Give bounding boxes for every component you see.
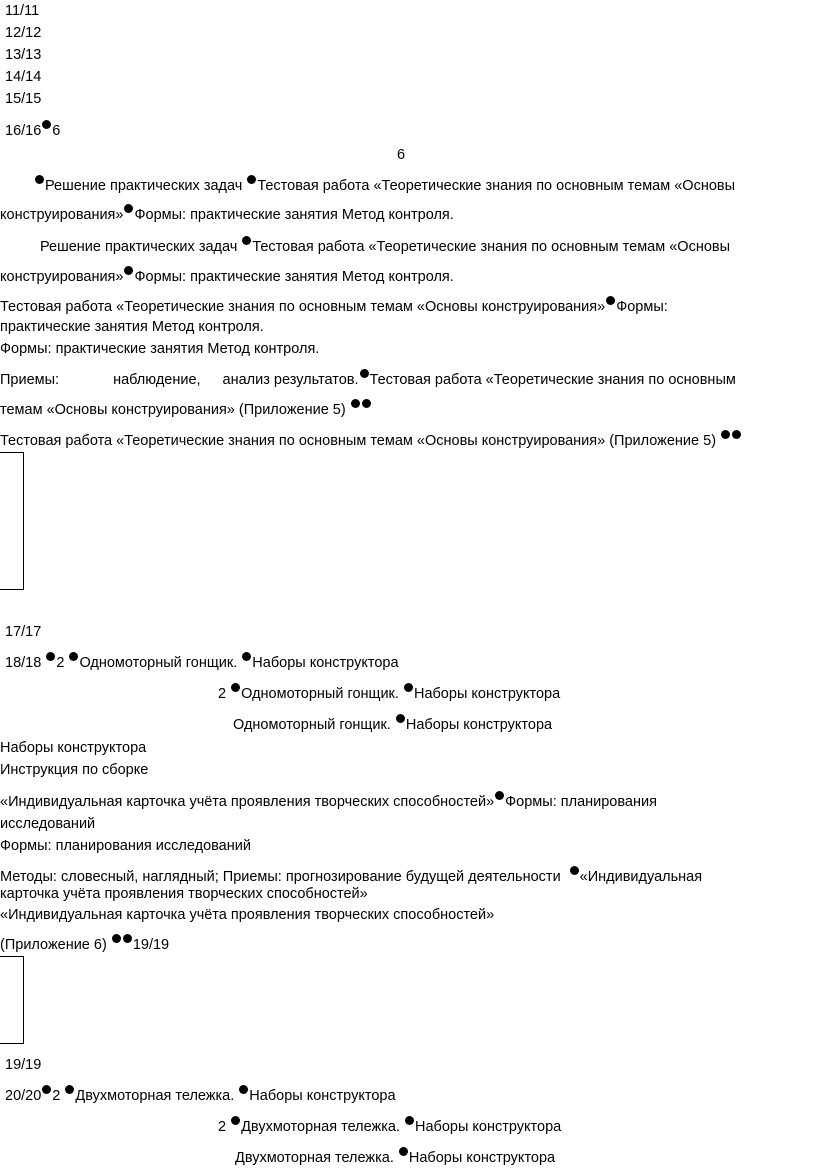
topic-text: Двухмоторная тележка.	[235, 1150, 394, 1166]
topic-line	[0, 399, 372, 419]
topic-line: Формы: планирования исследований	[0, 838, 251, 854]
technique-observation: наблюдение,	[113, 372, 201, 388]
bullet-icon	[242, 652, 251, 661]
topic-text: Одномоторный гонщик.	[79, 655, 238, 671]
bullet-icon	[570, 866, 579, 875]
table-cell-border	[0, 956, 24, 1044]
assessment-text: темам «Основы конструирования» (Приложение 5)	[0, 402, 346, 418]
bullet-icon	[35, 175, 44, 184]
row-number: 15/15	[5, 91, 42, 107]
row-number: 18/18	[5, 655, 42, 671]
row-number: 11/11	[5, 3, 40, 19]
topic-line	[218, 1116, 561, 1136]
assessment-text: Тестовая работа «Теоретические знания по основным темам «Основы	[252, 239, 731, 255]
topic-line: исследований	[0, 816, 96, 832]
activity-text: Решение практических задач	[45, 178, 243, 194]
forms-text: Формы: планирования	[505, 794, 657, 810]
topic-text: Одномоторный гонщик.	[241, 686, 399, 702]
activity-text: Решение практических задач	[40, 239, 238, 255]
bullet-icon	[404, 683, 413, 692]
topic-text: Двухмоторная тележка.	[75, 1088, 235, 1104]
hours-count: 2	[218, 686, 227, 702]
bullet-icon	[231, 683, 240, 692]
assessment-text: Тестовая работа «Теоретические знания по основным темам «Основы конструирования»	[0, 299, 606, 315]
row-number: 12/12	[5, 25, 42, 41]
row-16	[5, 120, 60, 140]
bullet-icon	[405, 1116, 414, 1125]
topic-line: «Индивидуальная карточка учёта проявления творческих способностей»	[0, 907, 495, 923]
assessment-text: «Индивидуальная	[579, 869, 703, 885]
bullet-icon	[46, 652, 55, 661]
equipment-text: Наборы конструктора	[408, 1150, 556, 1166]
row-number: 13/13	[5, 47, 42, 63]
row-number: 20/20	[5, 1088, 42, 1104]
forms-text: Формы:	[616, 299, 668, 315]
bullet-icon	[239, 1085, 248, 1094]
equipment-line: Наборы конструктора	[0, 740, 147, 756]
bullet-icon	[69, 652, 78, 661]
forms-text: Формы: практические занятия Метод контроля.	[134, 269, 454, 285]
bullet-icon	[65, 1085, 74, 1094]
hours-count: 2	[56, 655, 65, 671]
hours-count: 6	[52, 123, 61, 139]
bullet-icon	[360, 369, 369, 378]
topic-line: практические занятия Метод контроля.	[0, 319, 264, 335]
bullet-icon	[242, 236, 251, 245]
equipment-text: Наборы конструктора	[405, 717, 553, 733]
techniques-label: Приемы:	[0, 372, 60, 388]
bullet-icon	[362, 399, 371, 408]
bullet-icon	[112, 934, 121, 943]
topic-line	[0, 791, 657, 811]
table-cell-border	[0, 452, 24, 590]
topic-line: карточка учёта проявления творческих способностей»	[0, 886, 368, 902]
assessment-text: конструирования»	[0, 269, 124, 285]
topic-text: Одномоторный гонщик.	[233, 717, 391, 733]
row-number: 19/19	[5, 1057, 42, 1073]
bullet-icon	[124, 204, 133, 213]
topic-line	[0, 369, 736, 389]
row-18	[5, 652, 399, 672]
equipment-text: Наборы конструктора	[413, 686, 561, 702]
topic-line	[0, 934, 169, 954]
assessment-text: Тестовая работа «Теоретические знания по основным темам «Основы	[257, 178, 736, 194]
hours-value: 6	[397, 147, 406, 163]
equipment-text: Наборы конструктора	[249, 1088, 396, 1104]
topic-line	[0, 296, 668, 316]
assessment-text: «Индивидуальная карточка учёта проявления творческих способностей»	[0, 794, 495, 810]
topic-line	[40, 236, 730, 256]
assessment-text: конструирования»	[0, 207, 124, 223]
topic-line	[0, 204, 454, 224]
bullet-icon	[732, 430, 741, 439]
row-20	[5, 1085, 396, 1105]
assessment-text: Тестовая работа «Теоретические знания по основным темам «Основы конструирования» (Приложение 5)	[0, 433, 717, 449]
topic-line	[235, 1147, 555, 1167]
appendix-text: (Приложение 6)	[0, 937, 107, 953]
topic-line	[0, 866, 702, 886]
topic-line: Формы: практические занятия Метод контроля.	[0, 341, 320, 357]
bullet-icon	[123, 934, 132, 943]
forms-text: Формы: практические занятия Метод контроля.	[134, 207, 454, 223]
bullet-icon	[124, 266, 133, 275]
equipment-text: Наборы конструктора	[252, 655, 399, 671]
bullet-icon	[42, 120, 51, 129]
methods-text: Методы: словесный, наглядный; Приемы: прогнозирование будущей деятельности	[0, 869, 561, 885]
assessment-text: Тестовая работа «Теоретические знания по основным	[369, 372, 736, 388]
bullet-icon	[42, 1085, 51, 1094]
bullet-icon	[606, 296, 615, 305]
bullet-icon	[495, 791, 504, 800]
topic-line	[0, 266, 454, 286]
row-number: 16/16	[5, 123, 42, 139]
equipment-line: Инструкция по сборке	[0, 762, 149, 778]
hours-count: 2	[218, 1119, 227, 1135]
row-number: 19/19	[132, 937, 170, 953]
bullet-icon	[247, 175, 256, 184]
row-number: 14/14	[5, 69, 42, 85]
bullet-icon	[231, 1116, 240, 1125]
hours-count: 2	[52, 1088, 61, 1104]
equipment-text: Наборы конструктора	[415, 1119, 562, 1135]
topic-line	[0, 430, 742, 450]
bullet-icon	[396, 714, 405, 723]
topic-line	[218, 683, 560, 703]
bullet-icon	[399, 1147, 408, 1156]
topic-text: Двухмоторная тележка.	[241, 1119, 400, 1135]
topic-line	[34, 175, 735, 195]
bullet-icon	[351, 399, 360, 408]
technique-analysis: анализ результатов.	[222, 372, 359, 388]
bullet-icon	[721, 430, 730, 439]
topic-line	[233, 714, 552, 734]
row-number: 17/17	[5, 624, 42, 640]
